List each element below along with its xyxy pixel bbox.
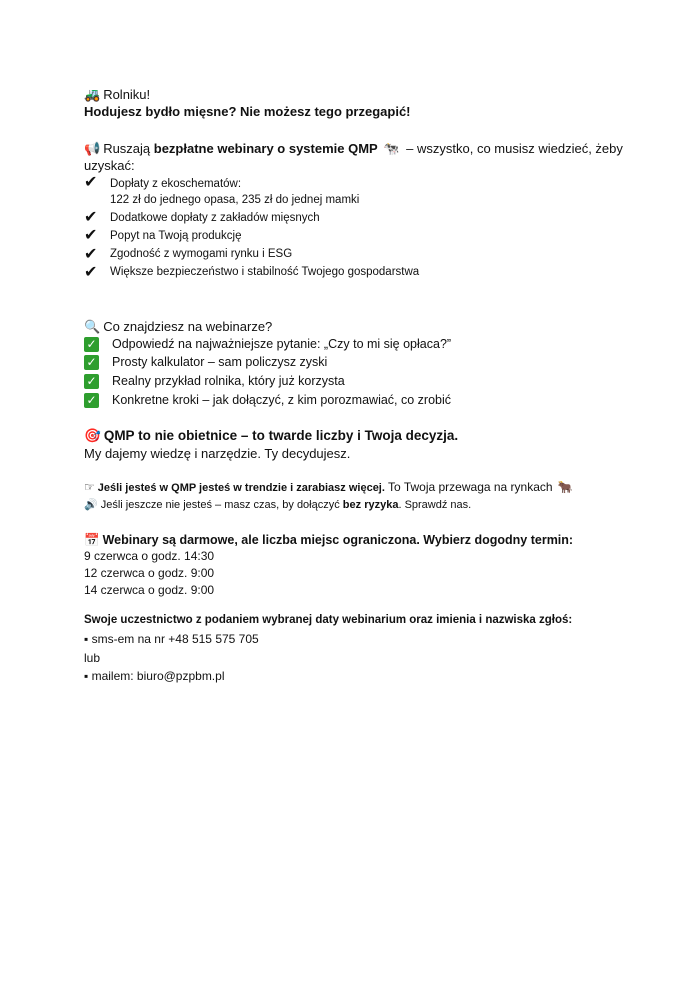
trend-bold: Jeśli jesteś w QMP jesteś w trendzie i zarabiasz więcej.: [97, 482, 385, 494]
headline: Hodujesz bydło mięsne? Nie możesz tego przegapić!: [84, 104, 411, 119]
benefit-item: Zgodność z wymogami rynku i ESG: [110, 248, 293, 260]
tractor-icon: 🚜: [84, 88, 101, 103]
check-box-icon: ✓: [84, 355, 99, 370]
benefit-item: Popyt na Twoją produkcję: [110, 230, 242, 242]
announce-line2: uzyskać:: [84, 158, 135, 173]
schedule-title: Webinary są darmowe, ale liczba miejsc ograniczona. Wybierz dogodny termin:: [102, 533, 574, 547]
register-sms: ▪ sms-em na nr +48 515 575 705: [84, 632, 259, 646]
find-item: Realny przykład rolnika, który już korzysta: [112, 374, 345, 388]
magnifier-icon: 🔍: [84, 320, 101, 335]
check-box-icon: ✓: [84, 393, 99, 408]
join-bold: bez ryzyka: [342, 499, 399, 511]
target-icon: 🎯: [84, 428, 101, 444]
register-or: lub: [84, 651, 101, 665]
benefit-item: Dopłaty z ekoschematów:: [110, 178, 242, 190]
join-pre: Jeśli jeszcze nie jesteś – masz czas, by dołączyć: [100, 499, 343, 511]
speaker-icon: 🔊: [84, 498, 98, 511]
find-item: Odpowiedź na najważniejsze pytanie: „Czy to mi się opłaca?”: [112, 337, 452, 351]
announce-post: – wszystko, co musisz wiedzieć, żeby: [402, 141, 623, 156]
checkmark-icon: ✔: [84, 244, 98, 263]
announce-pre: Ruszają: [103, 141, 154, 156]
checkmark-icon: ✔: [84, 207, 98, 226]
find-item: Konkretne kroki – jak dołączyć, z kim porozmawiać, co zrobić: [112, 393, 452, 407]
pointing-hand-icon: ☞: [84, 480, 95, 494]
greeting-text: Rolniku!: [103, 87, 151, 102]
qmp-title: QMP to nie obietnice – to twarde liczby i Twoja decyzja.: [103, 428, 459, 443]
bull-icon: 🐂: [557, 480, 573, 494]
benefit-subtext: 122 zł do jednego opasa, 235 zł do jednej mamki: [110, 194, 360, 206]
schedule-title-line: [84, 531, 573, 549]
cow-icon: 🐄: [383, 142, 400, 157]
checkmark-icon: ✔: [84, 172, 98, 191]
benefit-item: Dodatkowe dopłaty z zakładów mięsnych: [110, 212, 320, 224]
register-email: ▪ mailem: biuro@pzpbm.pl: [84, 669, 225, 683]
benefit-item: Większe bezpieczeństwo i stabilność Twojego gospodarstwa: [110, 266, 420, 278]
join-line: [84, 497, 471, 513]
schedule-date: 9 czerwca o godz. 14:30: [84, 549, 215, 563]
check-box-icon: ✓: [84, 374, 99, 389]
trend-rest: To Twoja przewaga na rynkach: [384, 480, 553, 494]
qmp-line: My dajemy wiedzę i narzędzie. Ty decydujesz.: [84, 446, 351, 461]
find-item: Prosty kalkulator – sam policzysz zyski: [112, 355, 328, 369]
schedule-date: 12 czerwca o godz. 9:00: [84, 566, 215, 580]
calendar-icon: 📅: [84, 532, 100, 547]
qmp-title-line: [84, 427, 458, 445]
check-box-icon: ✓: [84, 337, 99, 352]
megaphone-icon: 📢: [84, 142, 101, 157]
trend-line: [84, 479, 576, 497]
register-title: Swoje uczestnictwo z podaniem wybranej daty webinarium oraz imienia i nazwiska zgłoś:: [84, 614, 573, 626]
join-post: . Sprawdź nas.: [398, 499, 472, 511]
schedule-date: 14 czerwca o godz. 9:00: [84, 583, 215, 597]
checkmark-icon: ✔: [84, 225, 98, 244]
announce-bold: bezpłatne webinary o systemie QMP: [153, 141, 378, 156]
find-title: Co znajdziesz na webinarze?: [103, 319, 273, 334]
announce-line: [84, 140, 623, 159]
checkmark-icon: ✔: [84, 262, 98, 281]
